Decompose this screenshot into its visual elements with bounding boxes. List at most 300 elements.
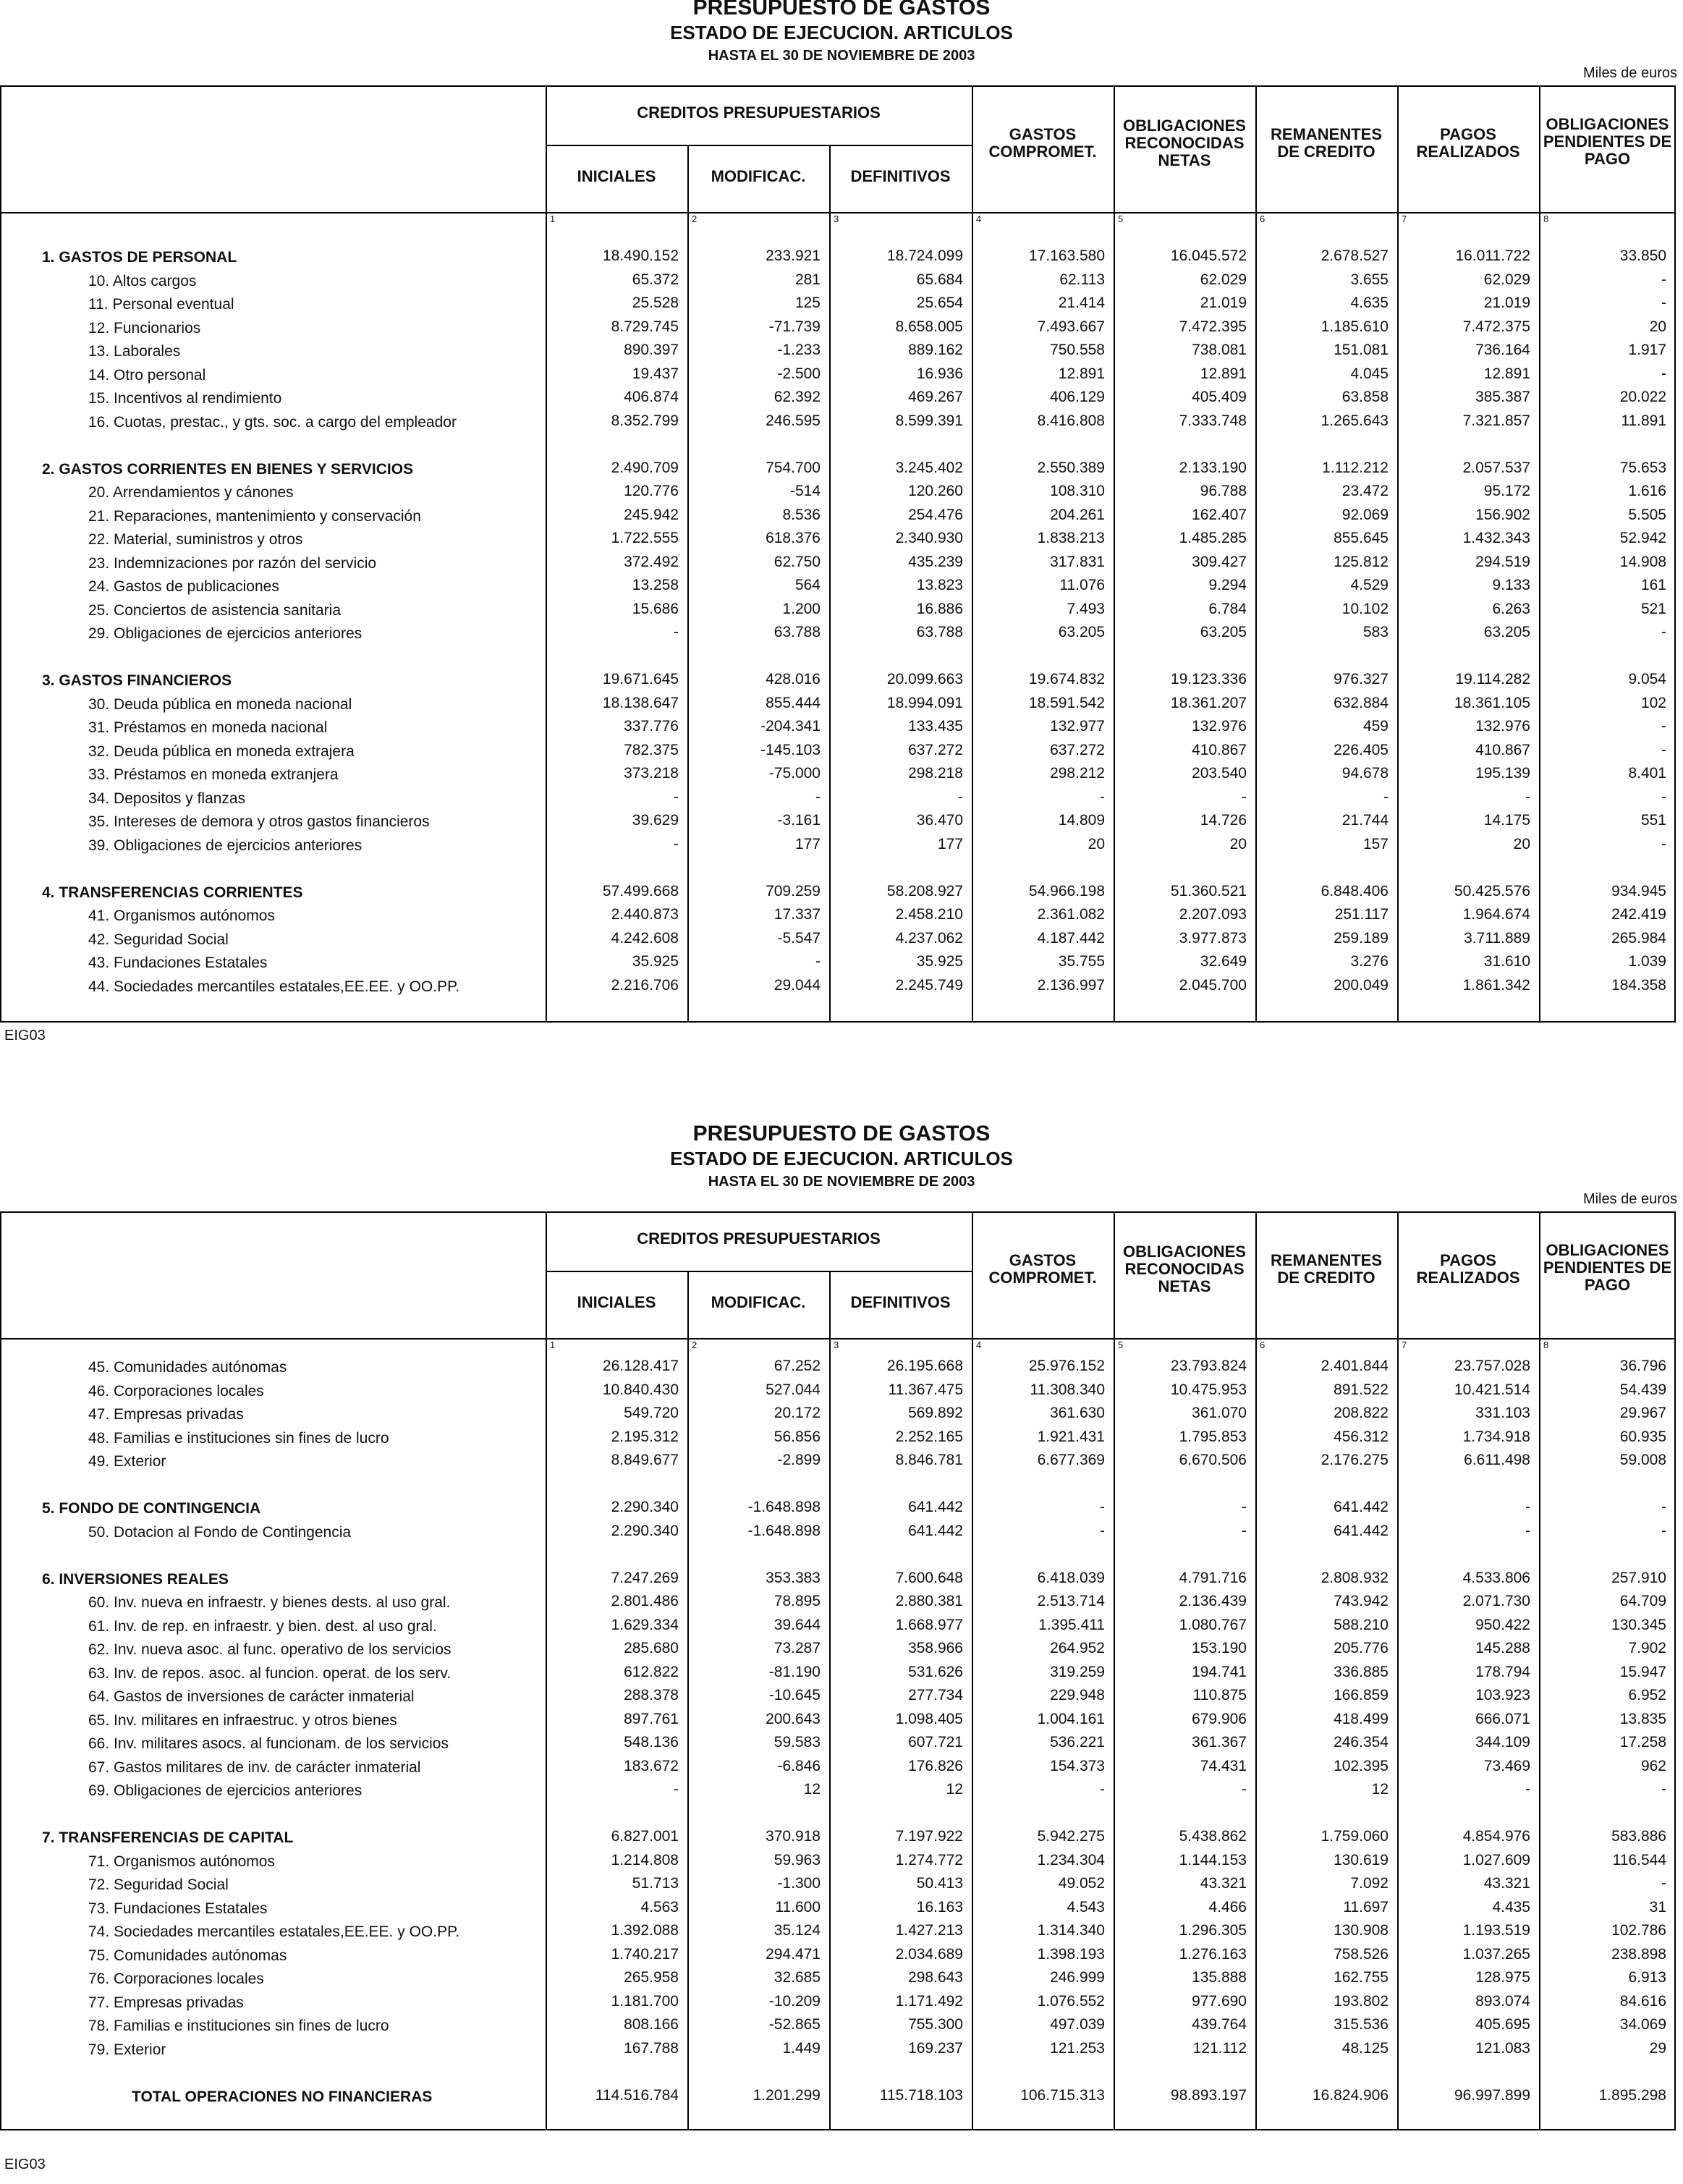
row-value: 59.963 <box>773 1851 821 1868</box>
row-value: 2.678.527 <box>1320 247 1389 264</box>
header-pend-l1: OBLIGACIONES <box>1546 115 1669 133</box>
row-label: 12. Funcionarios <box>88 319 201 337</box>
row-value: 4.237.062 <box>895 929 963 947</box>
header-gastos-l2: COMPROMET. <box>988 143 1097 161</box>
row-value: 2.034.689 <box>895 1945 963 1963</box>
row-value: 331.103 <box>1475 1405 1530 1421</box>
row-value: 65.372 <box>632 271 679 288</box>
row-value: 29 <box>1649 2039 1666 2057</box>
row-value: 2.245.749 <box>895 976 963 994</box>
header-pend-l2: PENDIENTES DE <box>1543 1258 1672 1277</box>
footer-code: EIG03 <box>4 1028 46 1044</box>
row-value: 497.039 <box>1050 2016 1105 2033</box>
row-value: 63.788 <box>916 624 963 640</box>
row-value: 4.187.442 <box>1037 929 1105 947</box>
row-value: 14.175 <box>1483 812 1530 829</box>
row-value: 162.407 <box>1192 506 1247 523</box>
row-value: 19.674.832 <box>1028 671 1105 687</box>
row-value: 6.677.369 <box>1037 1452 1105 1468</box>
row-label: 32. Deuda pública en moneda extrajera <box>88 742 355 760</box>
row-value: 106.715.313 <box>1020 2086 1105 2104</box>
header-pagos-l2: REALIZADOS <box>1416 143 1520 161</box>
row-value: 125.812 <box>1334 553 1389 570</box>
row-value: 25.654 <box>916 295 963 311</box>
row-value: 7.600.648 <box>895 1569 963 1586</box>
row-value: -1.648.898 <box>747 1499 821 1515</box>
row-value: 755.300 <box>908 2016 963 2033</box>
row-value: 208.822 <box>1334 1405 1389 1421</box>
row-value: 35.925 <box>916 953 963 970</box>
row-value: 4.045 <box>1350 365 1389 382</box>
table-section-row <box>1 1827 1674 1850</box>
row-value: 4.533.806 <box>1462 1569 1530 1586</box>
row-value: 353.383 <box>766 1569 821 1586</box>
row-value: 133.435 <box>908 718 963 735</box>
row-value: 1.296.305 <box>1179 1922 1247 1939</box>
row-value: - <box>1525 1522 1530 1539</box>
row-value: 8.846.781 <box>895 1452 963 1468</box>
header-definitivos: DEFINITIVOS <box>850 1293 951 1311</box>
row-value: 2.401.844 <box>1320 1358 1389 1374</box>
row-value: 233.921 <box>766 247 821 264</box>
header-rem-l2: DE CREDITO <box>1277 1269 1375 1287</box>
row-value: 20 <box>1513 835 1530 852</box>
row-value: 5.505 <box>1628 506 1666 523</box>
row-value: 135.888 <box>1192 1969 1247 1986</box>
row-value: 20.172 <box>773 1405 821 1421</box>
row-value: 8.401 <box>1628 765 1666 782</box>
table-row <box>1 1850 1674 1874</box>
row-value: 21.019 <box>1483 295 1530 311</box>
row-value: 758.526 <box>1334 1945 1389 1963</box>
row-label: 69. Obligaciones de ejercicios anteriores <box>88 1782 363 1799</box>
row-value: 1.964.674 <box>1462 906 1530 923</box>
row-value: 132.976 <box>1192 718 1247 735</box>
table-row <box>1 340 1674 363</box>
row-value: 1.193.519 <box>1462 1922 1530 1939</box>
row-value: 1.037.265 <box>1462 1945 1530 1963</box>
row-value: 121.253 <box>1050 2039 1105 2057</box>
page-title: PRESUPUESTO DE GASTOS <box>692 1122 991 1146</box>
row-value: 456.312 <box>1334 1428 1389 1445</box>
row-value: - <box>1100 1499 1105 1515</box>
row-value: 2.490.709 <box>611 459 679 476</box>
table-row <box>1 2015 1674 2038</box>
table-row <box>1 905 1674 928</box>
row-value: 35.925 <box>632 953 679 970</box>
row-value: 57.499.668 <box>602 882 679 900</box>
row-value: 17.163.580 <box>1028 247 1105 264</box>
table-row <box>1 270 1674 293</box>
row-value: 2.880.381 <box>895 1593 963 1609</box>
row-label: 22. Material, suministros y otros <box>88 531 303 548</box>
row-value: 641.442 <box>1334 1522 1389 1539</box>
row-value: 309.427 <box>1192 553 1247 570</box>
row-value: 361.630 <box>1050 1405 1105 1421</box>
column-numbers <box>1 1338 1674 1354</box>
row-value: 385.387 <box>1475 389 1530 405</box>
row-value: 439.764 <box>1192 2016 1247 2033</box>
row-value: 29.044 <box>773 976 821 994</box>
row-value: 897.761 <box>624 1710 679 1727</box>
row-value: 10.102 <box>1341 600 1389 617</box>
row-value: 73.469 <box>1483 1757 1530 1774</box>
row-value: 31 <box>1649 1898 1666 1916</box>
row-value: 890.397 <box>624 342 679 358</box>
row-value: 637.272 <box>908 741 963 758</box>
row-value: 17.337 <box>773 906 821 923</box>
row-value: 116.544 <box>1612 1851 1666 1868</box>
table-row <box>1 975 1674 999</box>
row-value: 50.413 <box>916 1875 963 1892</box>
row-value: 130.908 <box>1334 1922 1389 1939</box>
row-value: 20 <box>1649 318 1666 335</box>
page-2 <box>0 1122 1683 2184</box>
row-label: 46. Corporaciones locales <box>88 1382 264 1400</box>
row-value: 736.164 <box>1475 342 1530 358</box>
row-value: 254.476 <box>908 506 963 523</box>
row-value: -71.739 <box>768 318 821 335</box>
header-iniciales: INICIALES <box>577 1293 656 1311</box>
row-value: - <box>1661 1781 1666 1798</box>
row-value: 1.276.163 <box>1179 1945 1247 1963</box>
row-value: 782.375 <box>624 741 679 758</box>
row-value: 564 <box>794 577 821 593</box>
row-value: 63.858 <box>1341 389 1389 405</box>
row-label: 11. Personal eventual <box>88 296 234 313</box>
row-value: 21.744 <box>1341 812 1389 829</box>
row-value: 226.405 <box>1334 741 1389 758</box>
row-value: 184.358 <box>1611 976 1666 994</box>
table-row <box>1 481 1674 504</box>
row-value: 4.791.716 <box>1179 1569 1247 1586</box>
col-number: 1 <box>550 213 556 224</box>
row-label: 45. Comunidades autónomas <box>88 1359 287 1376</box>
row-value: 177 <box>937 835 963 852</box>
row-value: 20 <box>1088 835 1105 852</box>
row-value: 962 <box>1640 1757 1666 1774</box>
row-value: 13.258 <box>632 577 679 593</box>
row-value: 551 <box>1640 812 1666 829</box>
row-value: 1.039 <box>1628 953 1666 970</box>
table-row <box>1 1968 1674 1991</box>
row-value: 1.027.609 <box>1462 1851 1530 1868</box>
row-value: 298.643 <box>908 1969 963 1986</box>
row-value: 3.245.402 <box>895 459 963 476</box>
row-label: 1. GASTOS DE PERSONAL <box>42 249 237 266</box>
row-label: 48. Familias e instituciones sin fines de lucro <box>88 1429 389 1447</box>
row-value: 4.635 <box>1350 295 1389 311</box>
table-row <box>1 528 1674 551</box>
row-value: 43.321 <box>1483 1875 1530 1892</box>
row-value: - <box>815 788 821 805</box>
row-value: 60.935 <box>1619 1428 1666 1445</box>
row-value: 743.942 <box>1334 1593 1389 1609</box>
row-value: 1.080.767 <box>1179 1616 1247 1633</box>
row-value: - <box>1661 365 1666 382</box>
row-value: 1.076.552 <box>1037 1992 1105 2010</box>
row-value: -75.000 <box>768 765 821 782</box>
row-value: 20.099.663 <box>886 671 963 687</box>
row-value: 51.360.521 <box>1170 882 1247 900</box>
row-label: 62. Inv. nueva asoc. al func. operativo de los servicios <box>88 1641 452 1658</box>
row-value: 18.490.152 <box>602 247 679 264</box>
header-iniciales: INICIALES <box>577 167 656 185</box>
date-line: HASTA EL 30 DE NOVIEMBRE DE 2003 <box>708 48 975 64</box>
row-label: 41. Organismos autónomos <box>88 907 275 924</box>
row-value: 1.432.343 <box>1462 530 1530 546</box>
row-value: 19.437 <box>632 365 679 382</box>
header-creditos: CREDITOS PRESUPUESTARIOS <box>637 1229 881 1248</box>
row-value: 1.795.853 <box>1179 1428 1247 1445</box>
header-gastos <box>972 126 1114 161</box>
row-label: 72. Seguridad Social <box>88 1876 229 1893</box>
row-value: 1.314.340 <box>1037 1922 1105 1939</box>
row-value: 108.310 <box>1050 483 1105 499</box>
row-value: - <box>1100 1781 1105 1798</box>
row-value: - <box>674 835 679 852</box>
header-obligaciones <box>1114 1243 1255 1295</box>
header-gastos-l2: COMPROMET. <box>988 1269 1097 1287</box>
row-value: 242.419 <box>1611 906 1666 923</box>
row-value: 52.942 <box>1619 530 1666 546</box>
row-label: 75. Comunidades autónomas <box>88 1947 287 1964</box>
header-rem-l1: REMANENTES <box>1270 125 1382 143</box>
row-label: 47. Empresas privadas <box>88 1406 244 1423</box>
row-value: 200.049 <box>1334 976 1389 994</box>
row-value: 6.611.498 <box>1464 1452 1530 1468</box>
row-label: 79. Exterior <box>88 2041 166 2058</box>
row-value: 193.802 <box>1334 1992 1389 2010</box>
header-pendientes <box>1539 116 1676 168</box>
row-value: - <box>1242 1522 1247 1539</box>
row-value: 54.439 <box>1619 1381 1666 1398</box>
row-value: 21.414 <box>1058 295 1105 311</box>
row-value: 32.649 <box>1200 953 1247 970</box>
table-row <box>1 1756 1674 1779</box>
table-row <box>1 622 1674 646</box>
table-row <box>1 787 1674 810</box>
row-value: 17.258 <box>1619 1734 1666 1751</box>
table-row <box>1 1591 1674 1614</box>
row-value: 59.583 <box>773 1734 821 1751</box>
row-value: 637.272 <box>1050 741 1105 758</box>
row-value: 8.599.391 <box>895 412 963 429</box>
row-value: 246.595 <box>766 412 821 429</box>
row-value: 977.690 <box>1192 1992 1247 2010</box>
table-section-row <box>1 1497 1674 1520</box>
row-value: 2.252.165 <box>895 1428 963 1445</box>
row-value: 103.923 <box>1475 1687 1530 1703</box>
row-value: 358.966 <box>908 1640 963 1656</box>
row-value: 114.516.784 <box>595 2086 679 2104</box>
table-row <box>1 952 1674 975</box>
header-rem-l2: DE CREDITO <box>1277 143 1375 161</box>
row-value: 2.133.190 <box>1179 459 1247 476</box>
row-value: 2.340.930 <box>895 530 963 546</box>
table-row <box>1 1521 1674 1544</box>
table-header <box>1 87 1674 213</box>
row-value: 120.260 <box>908 483 963 499</box>
row-label: 43. Fundaciones Estatales <box>88 955 268 971</box>
row-value: 317.831 <box>1050 553 1105 570</box>
row-value: 1.449 <box>782 2039 821 2057</box>
table-row <box>1 1403 1674 1426</box>
col-number: 4 <box>976 213 982 224</box>
col-number: 3 <box>834 1339 839 1350</box>
row-value: 319.259 <box>1050 1663 1105 1680</box>
row-value: 428.016 <box>766 671 821 687</box>
row-value: 521 <box>1640 600 1666 617</box>
row-value: 177 <box>794 835 821 852</box>
row-label: 44. Sociedades mercantiles estatales,EE.EE. y OO.PP. <box>88 978 460 995</box>
row-value: 750.558 <box>1050 342 1105 358</box>
row-value: 18.994.091 <box>886 694 963 711</box>
header-oblig-l2: RECONOCIDAS <box>1124 1260 1245 1278</box>
row-value: 8.849.677 <box>611 1452 679 1468</box>
row-value: 344.109 <box>1475 1734 1530 1751</box>
header-gastos <box>972 1252 1114 1287</box>
row-label: 39. Obligaciones de ejercicios anteriores <box>88 837 363 854</box>
row-value: 12 <box>946 1781 963 1798</box>
row-value: -145.103 <box>760 741 821 758</box>
row-value: - <box>1242 1781 1247 1798</box>
row-value: 3.711.889 <box>1464 929 1530 947</box>
header-modificac: MODIFICAC. <box>711 167 806 185</box>
row-value: - <box>958 788 963 805</box>
row-value: 6.263 <box>1492 600 1530 617</box>
row-label: 24. Gastos de publicaciones <box>88 578 279 595</box>
row-value: 265.958 <box>624 1969 679 1986</box>
row-value: 18.361.105 <box>1454 694 1530 711</box>
row-value: 2.808.932 <box>1320 1569 1389 1586</box>
row-value: 8.729.745 <box>611 318 679 335</box>
row-value: 166.859 <box>1334 1687 1389 1703</box>
row-value: 361.070 <box>1192 1405 1247 1421</box>
header-pagos <box>1397 126 1539 161</box>
table-row <box>1 317 1674 340</box>
table-section-row <box>1 881 1674 905</box>
table-row <box>1 1921 1674 1944</box>
row-value: 120.776 <box>624 483 679 499</box>
row-value: 245.942 <box>624 506 679 523</box>
column-numbers <box>1 212 1674 228</box>
row-value: 6.952 <box>1628 1687 1666 1703</box>
row-value: 1.395.411 <box>1038 1616 1105 1633</box>
row-value: 7.333.748 <box>1179 412 1247 429</box>
row-value: 1.427.213 <box>895 1922 963 1939</box>
row-label: 50. Dotacion al Fondo de Contingencia <box>88 1523 352 1541</box>
row-value: 641.442 <box>908 1522 963 1539</box>
row-value: 20 <box>1229 835 1247 852</box>
row-value: 157 <box>1362 835 1389 852</box>
row-value: 469.267 <box>908 389 963 405</box>
row-value: 9.054 <box>1628 671 1666 687</box>
row-value: 607.721 <box>908 1734 963 1751</box>
row-value: - <box>674 624 679 640</box>
row-value: 14.809 <box>1058 812 1105 829</box>
row-value: 56.856 <box>773 1428 821 1445</box>
row-value: -5.547 <box>777 929 821 947</box>
row-value: 2.176.275 <box>1320 1452 1389 1468</box>
row-value: 229.948 <box>1050 1687 1105 1703</box>
row-value: 121.083 <box>1475 2039 1530 2057</box>
row-label: 30. Deuda pública en moneda nacional <box>88 695 352 713</box>
table-row <box>1 411 1674 434</box>
col-number: 8 <box>1543 213 1549 224</box>
row-value: 20.022 <box>1619 389 1666 405</box>
row-value: 569.892 <box>908 1405 963 1421</box>
row-value: 1.759.060 <box>1320 1828 1389 1845</box>
table-row <box>1 1992 1674 2015</box>
row-value: 1.838.213 <box>1037 530 1105 546</box>
row-value: 2.290.340 <box>611 1522 679 1539</box>
row-value: 98.893.197 <box>1170 2086 1247 2104</box>
row-value: 18.724.099 <box>886 247 963 264</box>
table-row <box>1 1427 1674 1450</box>
header-oblig-l1: OBLIGACIONES <box>1123 1243 1246 1261</box>
row-value: 132.977 <box>1050 718 1105 735</box>
row-value: - <box>1525 1781 1530 1798</box>
row-value: 96.997.899 <box>1454 2086 1530 2104</box>
header-creditos: CREDITOS PRESUPUESTARIOS <box>637 103 881 122</box>
row-value: 1.921.431 <box>1037 1428 1105 1445</box>
table-row <box>1 364 1674 387</box>
row-value: 2.513.714 <box>1037 1593 1105 1609</box>
row-value: -81.190 <box>768 1663 821 1680</box>
row-label: 16. Cuotas, prestac., y gts. soc. a cargo del empleador <box>88 413 457 431</box>
table-row <box>1 293 1674 316</box>
table-section-row <box>1 458 1674 481</box>
row-value: 96.788 <box>1200 483 1247 499</box>
row-value: 855.645 <box>1334 530 1389 546</box>
row-label: 35. Intereses de demora y otros gastos financieros <box>88 813 430 830</box>
row-value: 298.212 <box>1050 765 1105 782</box>
row-label: 42. Seguridad Social <box>88 931 229 948</box>
row-value: 11.697 <box>1343 1898 1389 1916</box>
row-value: 3.276 <box>1350 953 1389 970</box>
row-value: 16.045.572 <box>1170 247 1247 264</box>
row-value: 405.695 <box>1475 2016 1530 2033</box>
row-value: 33.850 <box>1619 247 1666 264</box>
row-value: 145.288 <box>1475 1640 1530 1656</box>
row-value: 1.201.299 <box>753 2086 821 2104</box>
row-value: 21.019 <box>1200 295 1247 311</box>
row-value: 281 <box>794 271 821 288</box>
row-value: 238.898 <box>1611 1945 1666 1963</box>
row-value: 102.395 <box>1334 1757 1389 1774</box>
row-value: 246.999 <box>1050 1969 1105 1986</box>
row-value: 178.794 <box>1475 1663 1530 1680</box>
row-value: 194.741 <box>1192 1663 1247 1680</box>
row-value: -10.645 <box>768 1687 821 1703</box>
row-value: 16.824.906 <box>1312 2086 1389 2104</box>
row-value: 62.029 <box>1200 271 1247 288</box>
row-value: 4.529 <box>1350 577 1389 593</box>
header-pagos-l2: REALIZADOS <box>1416 1269 1520 1287</box>
header-remanentes <box>1255 1252 1397 1287</box>
header-pend-l2: PENDIENTES DE <box>1543 132 1672 151</box>
row-label: 21. Reparaciones, mantenimiento y conservación <box>88 507 421 525</box>
row-value: 23.757.028 <box>1454 1358 1530 1374</box>
row-value: 58.208.927 <box>886 882 963 900</box>
row-value: 2.136.439 <box>1179 1593 1247 1609</box>
header-oblig-l1: OBLIGACIONES <box>1123 117 1246 135</box>
row-value: 2.071.730 <box>1462 1593 1530 1609</box>
row-value: 1.112.212 <box>1322 459 1389 476</box>
col-number: 2 <box>692 213 698 224</box>
row-value: - <box>674 1781 679 1798</box>
